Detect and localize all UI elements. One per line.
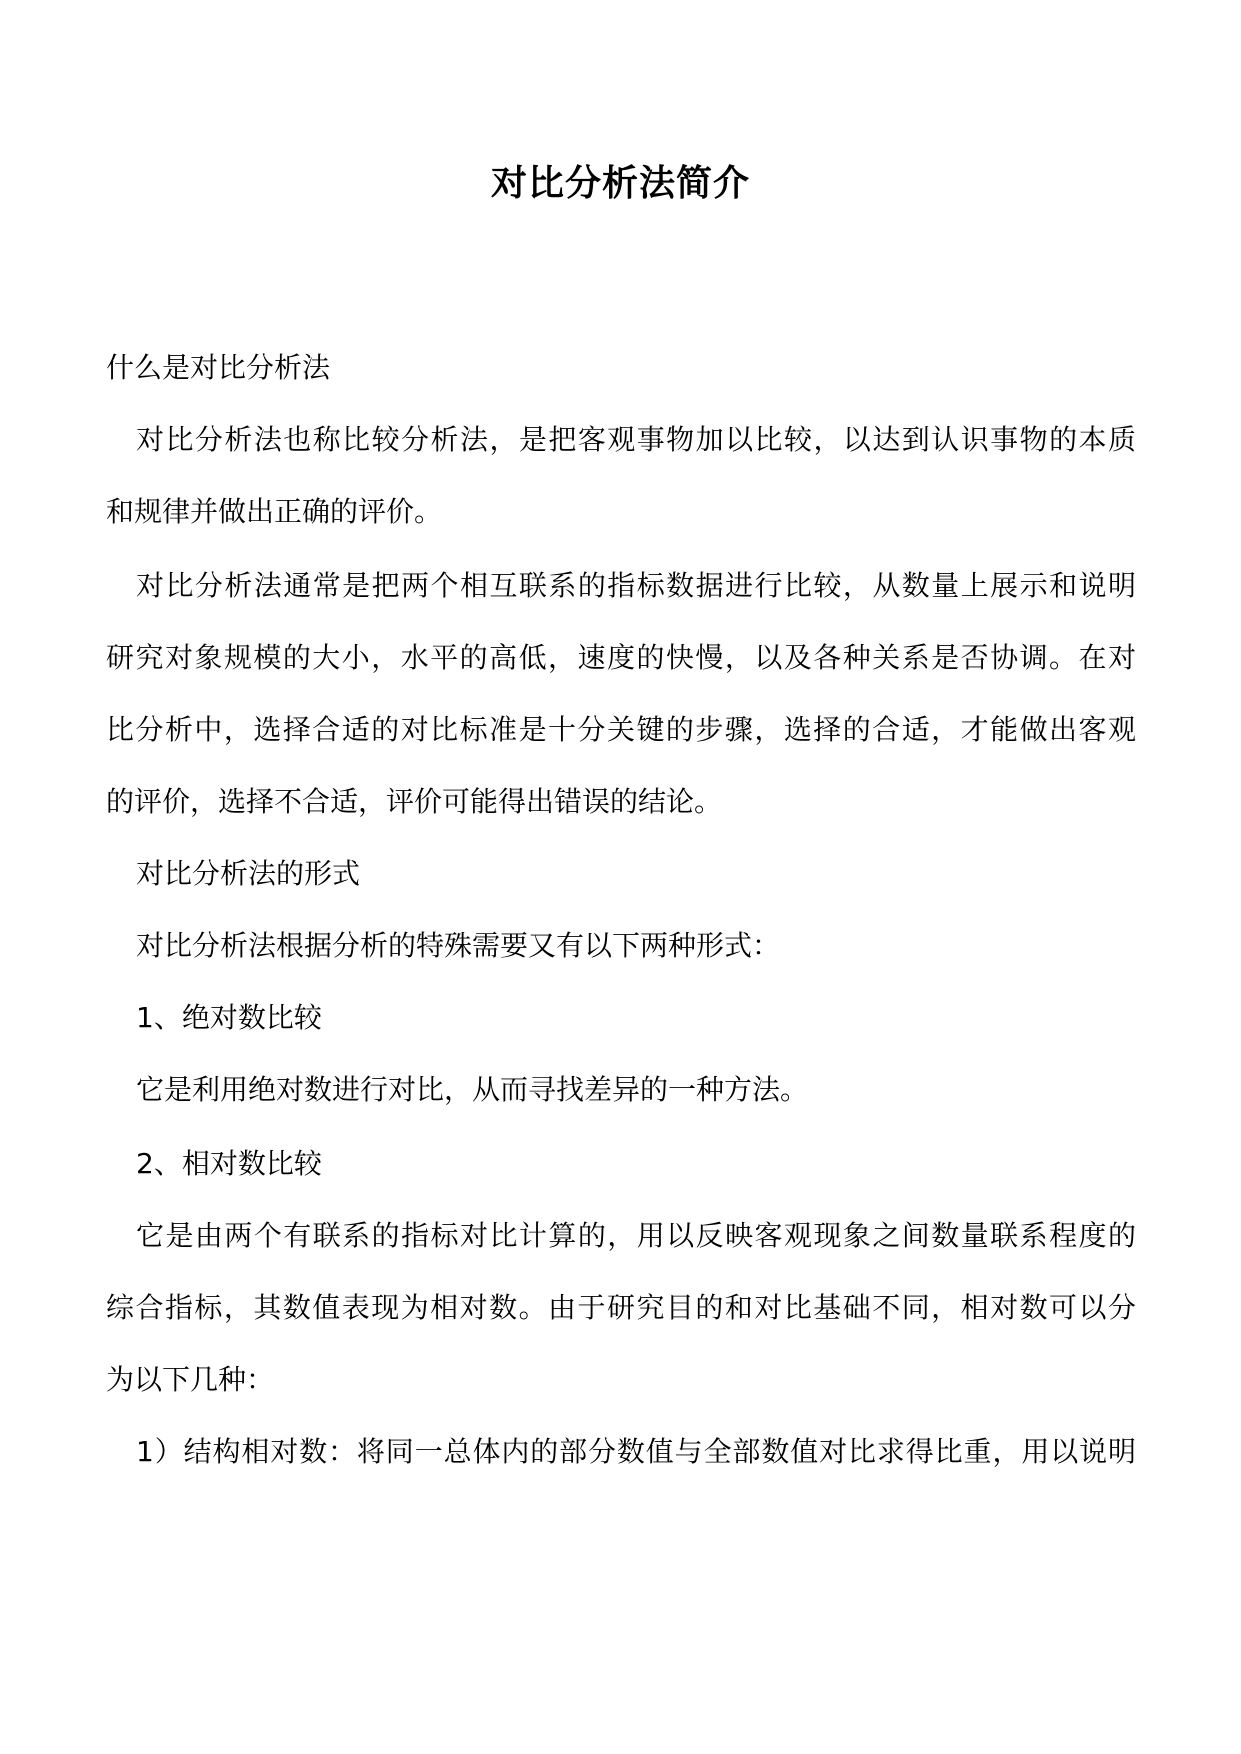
paragraph-line: 比分析中，选择合适的对比标准是十分关键的步骤，选择的合适，才能做出客观 bbox=[106, 713, 1136, 746]
list-item-structure: 1）结构相对数：将同一总体内的部分数值与全部数值对比求得比重，用以说明 bbox=[136, 1435, 1136, 1468]
paragraph-line: 对比分析法通常是把两个相互联系的指标数据进行比较，从数量上展示和说明 bbox=[136, 569, 1136, 602]
heading-what-is: 什么是对比分析法 bbox=[106, 351, 331, 384]
paragraph-line: 的评价，选择不合适，评价可能得出错误的结论。 bbox=[106, 785, 723, 818]
paragraph-line: 对比分析法根据分析的特殊需要又有以下两种形式： bbox=[136, 929, 781, 962]
document-title: 对比分析法简介 bbox=[490, 163, 750, 204]
paragraph-line: 它是利用绝对数进行对比，从而寻找差异的一种方法。 bbox=[136, 1073, 809, 1106]
paragraph-line: 研究对象规模的大小，水平的高低，速度的快慢，以及各种关系是否协调。在对 bbox=[106, 641, 1136, 674]
paragraph-line: 对比分析法也称比较分析法，是把客观事物加以比较，以达到认识事物的本质 bbox=[136, 423, 1136, 456]
paragraph-line: 综合指标，其数值表现为相对数。由于研究目的和对比基础不同，相对数可以分 bbox=[106, 1291, 1136, 1324]
list-item-absolute: 1、绝对数比较 bbox=[136, 1001, 322, 1034]
list-item-relative: 2、相对数比较 bbox=[136, 1147, 322, 1180]
heading-forms: 对比分析法的形式 bbox=[136, 857, 361, 890]
paragraph-line: 和规律并做出正确的评价。 bbox=[106, 495, 443, 528]
paragraph-line: 它是由两个有联系的指标对比计算的，用以反映客观现象之间数量联系程度的 bbox=[136, 1219, 1136, 1252]
paragraph-line: 为以下几种： bbox=[106, 1363, 275, 1396]
